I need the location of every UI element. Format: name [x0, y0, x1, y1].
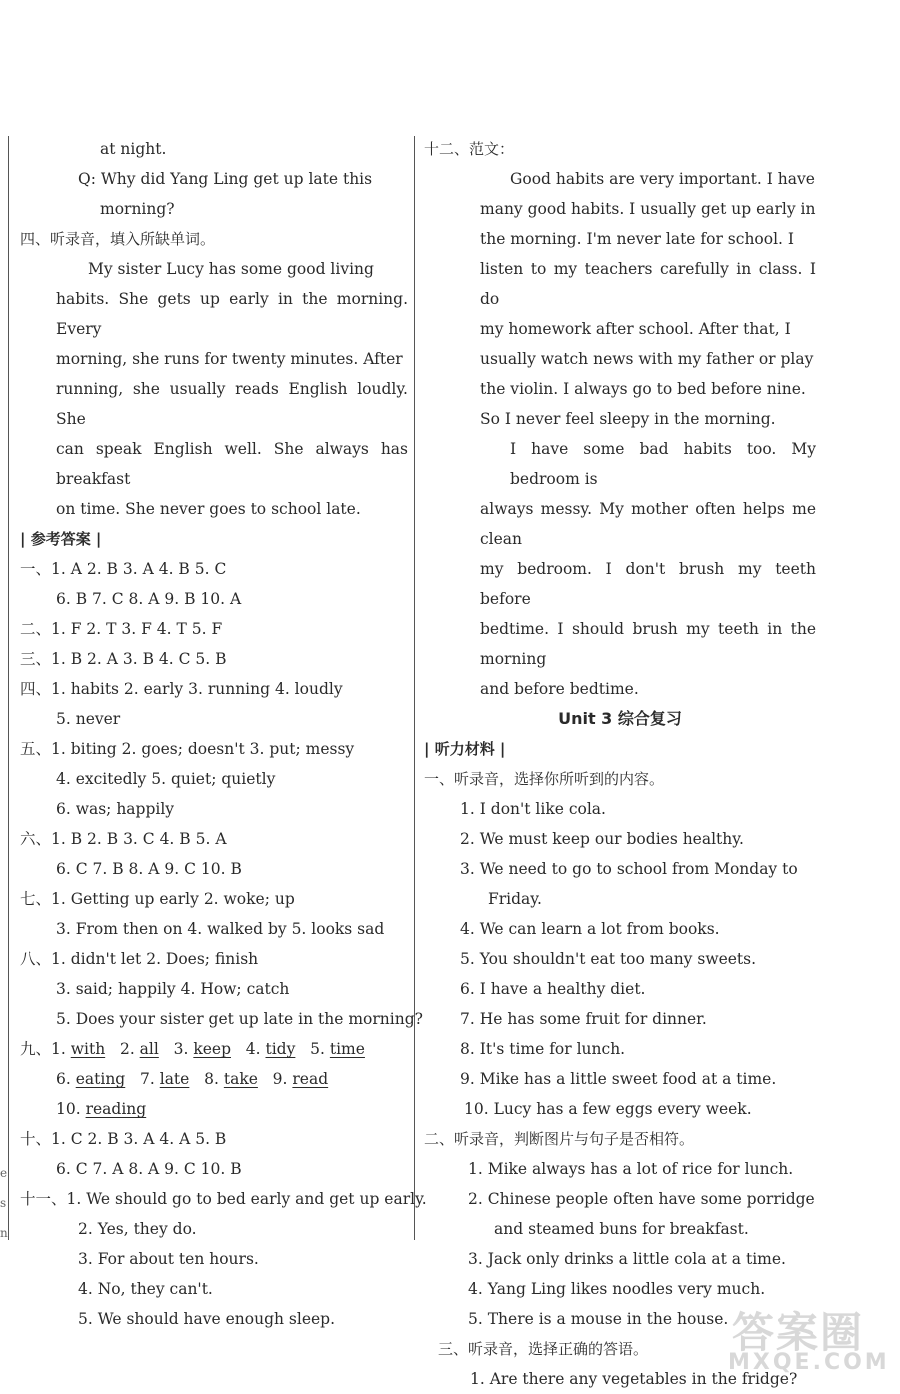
edge-mark: n: [0, 1226, 8, 1240]
essay-line: the morning. I'm never late for school. I: [480, 230, 795, 248]
listening-item: 3. Jack only drinks a little cola at a time.: [468, 1250, 786, 1268]
answer-row-9c: 10. reading: [56, 1100, 147, 1118]
essay-line: listen to my teachers carefully in class. I do: [480, 260, 816, 308]
model-essay-p1: [424, 164, 816, 434]
listening-item-cont: and steamed buns for breakfast.: [494, 1220, 749, 1238]
answer-row: 三、1. B 2. A 3. B 4. C 5. B: [20, 650, 227, 668]
passage-line: My sister Lucy has some good living: [88, 260, 374, 278]
answer-row: 十、1. C 2. B 3. A 4. A 5. B: [20, 1130, 227, 1148]
essay-line: many good habits. I usually get up early in: [480, 200, 816, 218]
answer-prefix: 十一、: [20, 1190, 67, 1208]
underlined-answer: time: [329, 1040, 365, 1058]
question-heading-1: 一、听录音，选择你所听到的内容。: [424, 770, 665, 788]
answer-row: 一、1. A 2. B 3. A 4. B 5. C: [20, 560, 227, 578]
watermark-cn-text: 答案圈: [732, 1308, 865, 1357]
listening-item: 4. We can learn a lot from books.: [460, 920, 720, 938]
passage-line: on time. She never goes to school late.: [56, 500, 361, 518]
listening-item: 9. Mike has a little sweet food at a time.: [460, 1070, 777, 1088]
question-heading-2: 二、听录音，判断图片与句子是否相符。: [424, 1130, 695, 1148]
section-heading-12: 十二、范文：: [424, 140, 515, 158]
underlined-answer: with: [70, 1040, 106, 1058]
answer-row: 3. From then on 4. walked by 5. looks sad: [56, 920, 385, 938]
underlined-answer: read: [292, 1070, 329, 1088]
essay-line: my homework after school. After that, I: [480, 320, 791, 338]
model-essay-p2: [424, 434, 816, 704]
answer-prefix: 九、: [20, 1040, 52, 1058]
listening-item: 6. I have a healthy diet.: [460, 980, 646, 998]
essay-line: So I never feel sleepy in the morning.: [480, 410, 776, 428]
underlined-answer: late: [159, 1070, 190, 1088]
answer-row: 六、1. B 2. B 3. C 4. B 5. A: [20, 830, 227, 848]
edge-mark: e: [0, 1166, 8, 1180]
listening-item: 3. We need to go to school from Monday to: [460, 860, 798, 878]
answer-row: 3. said; happily 4. How; catch: [56, 980, 290, 998]
answer-row: 八、1. didn't let 2. Does; finish: [20, 950, 259, 968]
listening-item: 1. Mike always has a lot of rice for lunch.: [468, 1160, 794, 1178]
listening-passage: [20, 254, 408, 524]
answer-row: 5. We should have enough sleep.: [78, 1310, 336, 1328]
underlined-answer: tidy: [265, 1040, 296, 1058]
listening-item: 2. We must keep our bodies healthy.: [460, 830, 744, 848]
answer-row: 5. Does your sister get up late in the morning?: [56, 1010, 423, 1028]
answer-row: 二、1. F 2. T 3. F 4. T 5. F: [20, 620, 223, 638]
listening-item: 5. You shouldn't eat too many sweets.: [460, 950, 757, 968]
underlined-answer: all: [139, 1040, 159, 1058]
answer-row: 6. C 7. A 8. A 9. C 10. B: [56, 1160, 242, 1178]
answer-row: 4. No, they can't.: [78, 1280, 213, 1298]
listening-item: 10. Lucy has a few eggs every week.: [464, 1100, 752, 1118]
edge-mark: s: [0, 1196, 7, 1210]
watermark-en-text: MXQE.COM: [728, 1350, 890, 1375]
listening-item-cont: Friday.: [488, 890, 542, 908]
listening-item: 8. It's time for lunch.: [460, 1040, 626, 1058]
passage-line: running, she usually reads English loudly. She: [56, 380, 408, 428]
underlined-answer: reading: [85, 1100, 147, 1118]
passage-line: habits. She gets up early in the morning. Every: [56, 290, 408, 338]
listening-item: 1. Are there any vegetables in the fridge?: [470, 1370, 798, 1388]
passage-line: morning, she runs for twenty minutes. After: [56, 350, 403, 368]
text-line: at night.: [100, 140, 167, 158]
answer-row-9b: 6. eating 7. late 8. take 9. read: [56, 1070, 329, 1088]
listening-item: 2. Chinese people often have some porridge: [468, 1190, 815, 1208]
listening-material-tag: | 听力材料 |: [424, 740, 506, 758]
answer-row: 6. C 7. B 8. A 9. C 10. B: [56, 860, 242, 878]
essay-line: Good habits are very important. I have: [510, 170, 815, 188]
essay-line: and before bedtime.: [480, 680, 639, 698]
answer-text: 1. We should go to bed early and get up early.: [66, 1190, 427, 1208]
section-heading-4: 四、听录音，填入所缺单词。: [20, 230, 216, 248]
answer-row: 6. was; happily: [56, 800, 175, 818]
listening-item: 1. I don't like cola.: [460, 800, 606, 818]
listening-item: 5. There is a mouse in the house.: [468, 1310, 729, 1328]
essay-line: I have some bad habits too. My bedroom is: [510, 440, 816, 488]
essay-line: usually watch news with my father or play: [480, 350, 814, 368]
answer-row-11: [20, 1184, 427, 1214]
column-divider: [414, 136, 415, 1240]
underlined-answer: take: [223, 1070, 258, 1088]
essay-line: the violin. I always go to bed before nine.: [480, 380, 806, 398]
passage-line: can speak English well. She always has breakfast: [56, 440, 408, 488]
question-heading-3: 三、听录音，选择正确的答语。: [438, 1340, 649, 1358]
answer-row: 四、1. habits 2. early 3. running 4. loudly: [20, 680, 343, 698]
right-column: [424, 134, 816, 1394]
underlined-answer: eating: [75, 1070, 126, 1088]
watermark-logo: [718, 1300, 888, 1380]
answers-tag: | 参考答案 |: [20, 530, 102, 548]
answer-row: 五、1. biting 2. goes; doesn't 3. put; messy: [20, 740, 355, 758]
answer-row: 6. B 7. C 8. A 9. B 10. A: [56, 590, 242, 608]
text-line: morning?: [100, 200, 175, 218]
unit-title: Unit 3 综合复习: [558, 709, 682, 728]
answer-row: 5. never: [56, 710, 121, 728]
answer-row: 2. Yes, they do.: [78, 1220, 197, 1238]
underlined-answer: keep: [193, 1040, 231, 1058]
question-line: Q: Why did Yang Ling get up late this: [78, 170, 373, 188]
answer-row: 4. excitedly 5. quiet; quietly: [56, 770, 276, 788]
answer-row: 3. For about ten hours.: [78, 1250, 259, 1268]
listening-item: 4. Yang Ling likes noodles very much.: [468, 1280, 766, 1298]
essay-line: always messy. My mother often helps me clean: [480, 500, 816, 548]
listening-item: 7. He has some fruit for dinner.: [460, 1010, 707, 1028]
answer-row: 七、1. Getting up early 2. woke; up: [20, 890, 295, 908]
essay-line: bedtime. I should brush my teeth in the morning: [480, 620, 816, 668]
left-column: [20, 134, 427, 1334]
left-margin-rule: [8, 136, 9, 1240]
essay-line: my bedroom. I don't brush my teeth before: [480, 560, 816, 608]
answer-row-9a: 九、1. with 2. all 3. keep 4. tidy 5. time: [20, 1040, 365, 1058]
